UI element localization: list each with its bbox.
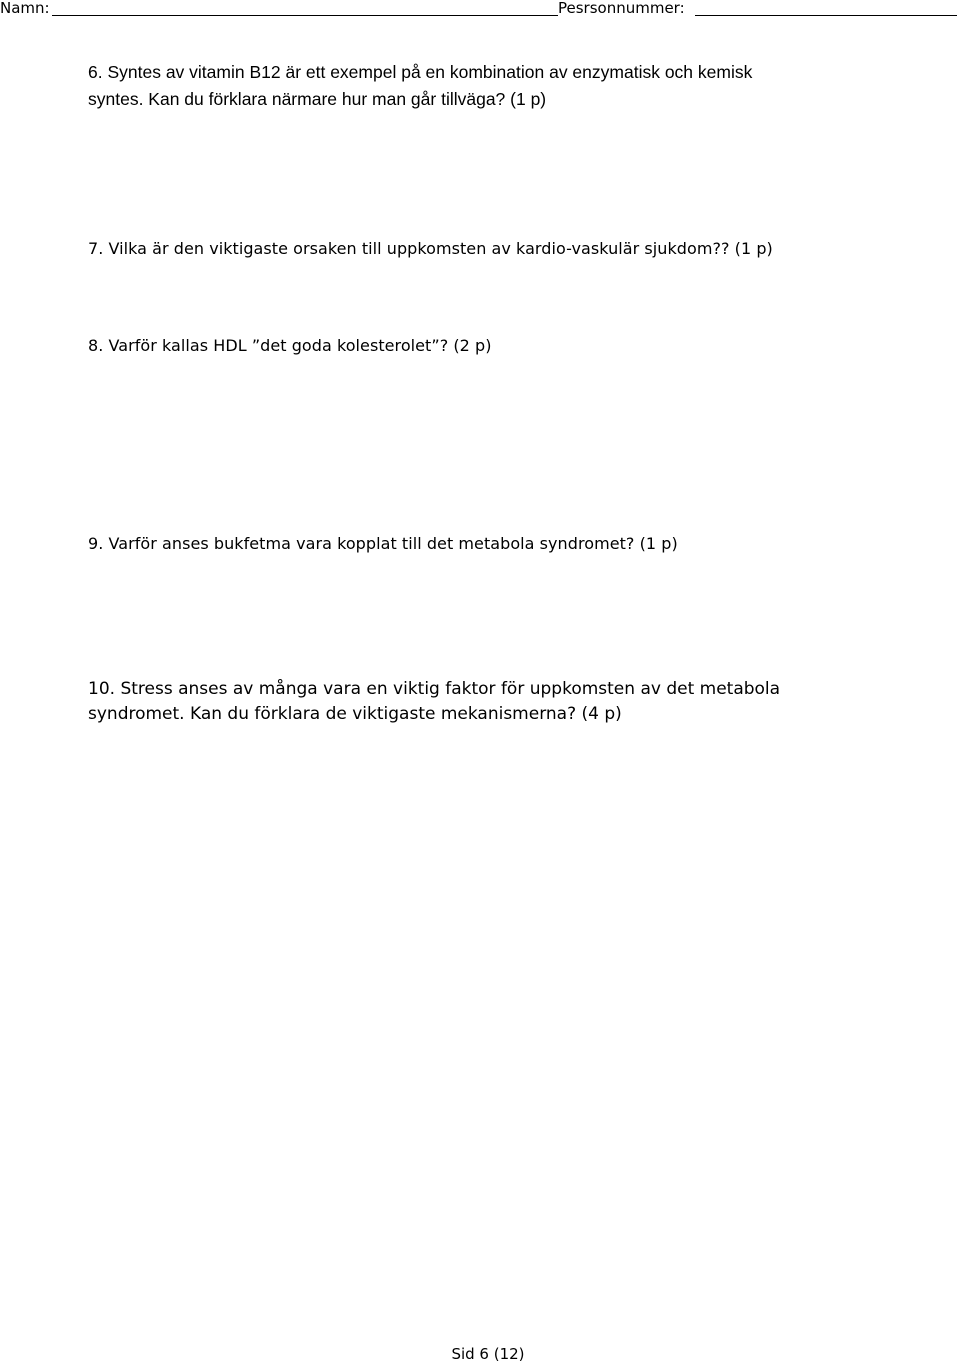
page-header: [0, 0, 960, 20]
personnummer-field-line[interactable]: [695, 15, 957, 16]
question-10-line-2: syndromet. Kan du förklara de viktigaste mekanismerna? (4 p): [88, 704, 622, 724]
name-label: Namn:: [0, 0, 50, 17]
page-number: Sid 6 (12): [451, 1345, 525, 1363]
question-8-line-1: 8. Varför kallas HDL ”det goda kolesterolet”? (2 p): [88, 336, 492, 355]
question-10-line-1: 10. Stress anses av många vara en viktig faktor för uppkomsten av det metabola: [88, 679, 781, 699]
page-footer: [0, 1344, 960, 1364]
question-7-line-1: 7. Vilka är den viktigaste orsaken till uppkomsten av kardio-vaskulär sjukdom?? (1 p): [88, 239, 773, 258]
question-6-line-2: syntes. Kan du förklara närmare hur man går tillväga? (1 p): [88, 89, 547, 109]
personnummer-label: Pesrsonnummer:: [558, 0, 685, 17]
question-9-line-1: 9. Varför anses bukfetma vara kopplat till det metabola syndromet? (1 p): [88, 534, 678, 553]
question-6-line-1: 6. Syntes av vitamin B12 är ett exempel på en kombination av enzymatisk och kemisk: [88, 62, 753, 82]
name-field-line[interactable]: [52, 15, 558, 16]
